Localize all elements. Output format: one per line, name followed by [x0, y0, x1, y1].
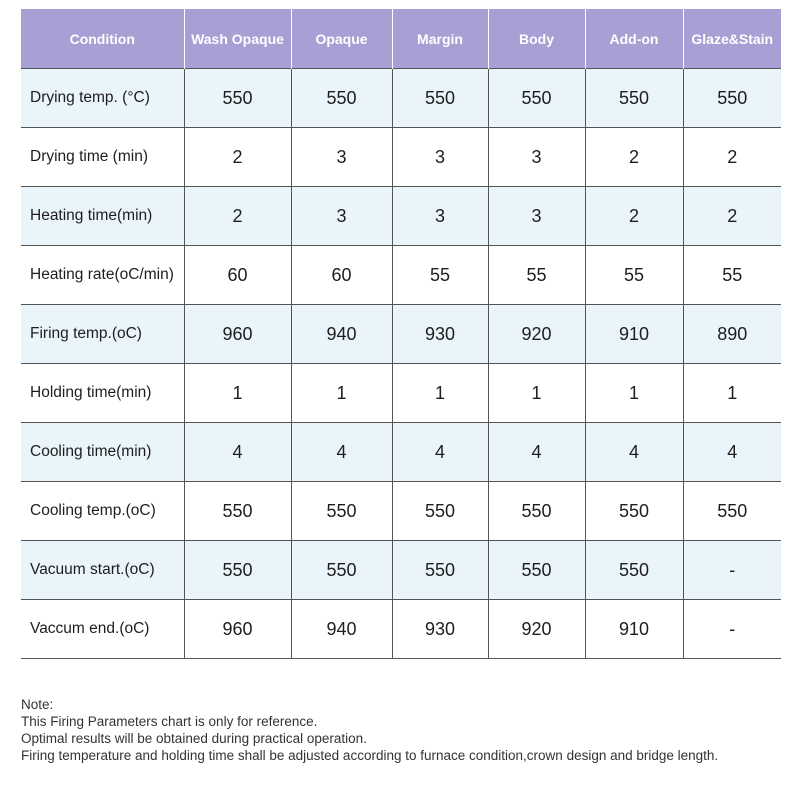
note-title: Note:	[21, 697, 54, 712]
condition-label: Heating rate(oC/min)	[21, 246, 184, 305]
table-cell: 550	[585, 541, 683, 600]
table-cell: 3	[488, 187, 585, 246]
table-cell: 60	[291, 246, 392, 305]
table-cell: 940	[291, 305, 392, 364]
table-cell: 550	[291, 69, 392, 128]
table-cell: 920	[488, 305, 585, 364]
table-cell: 550	[488, 482, 585, 541]
table-cell: 1	[291, 364, 392, 423]
table-cell: 940	[291, 600, 392, 659]
table-cell: 4	[392, 423, 488, 482]
table-row	[21, 69, 781, 128]
note-line: Optimal results will be obtained during practical operation.	[21, 731, 367, 746]
table-header	[21, 9, 781, 69]
condition-label: Vacuum start.(oC)	[21, 541, 184, 600]
note-line: Firing temperature and holding time shall be adjusted according to furnace condition,crown design and bridge length.	[21, 748, 719, 763]
condition-label: Cooling time(min)	[21, 423, 184, 482]
table-cell: 550	[184, 541, 291, 600]
firing-parameters-table	[21, 9, 781, 659]
condition-label: Vaccum end.(oC)	[21, 600, 184, 659]
table-cell: 4	[585, 423, 683, 482]
column-header: Body	[488, 9, 585, 69]
table-cell: -	[683, 600, 781, 659]
table-cell: 550	[291, 482, 392, 541]
column-header: Opaque	[291, 9, 392, 69]
table-cell: 960	[184, 305, 291, 364]
table-row	[21, 246, 781, 305]
column-header: Margin	[392, 9, 488, 69]
table-cell: 910	[585, 600, 683, 659]
column-header: Add-on	[585, 9, 683, 69]
table-cell: 1	[392, 364, 488, 423]
table-cell: 2	[184, 128, 291, 187]
table-cell: 550	[585, 69, 683, 128]
table-row	[21, 600, 781, 659]
table-cell: 55	[683, 246, 781, 305]
table-cell: 550	[683, 482, 781, 541]
table-cell: 550	[683, 69, 781, 128]
table-cell: 4	[291, 423, 392, 482]
table-cell: 2	[683, 128, 781, 187]
table-row	[21, 187, 781, 246]
table-cell: 960	[184, 600, 291, 659]
table-cell: 1	[585, 364, 683, 423]
condition-label: Cooling temp.(oC)	[21, 482, 184, 541]
table-row	[21, 305, 781, 364]
table-cell: 55	[585, 246, 683, 305]
table-cell: 55	[488, 246, 585, 305]
table-row	[21, 128, 781, 187]
table-cell: 890	[683, 305, 781, 364]
table-cell: 4	[184, 423, 291, 482]
table-cell: 550	[488, 69, 585, 128]
table-cell: 930	[392, 305, 488, 364]
table-cell: 3	[392, 187, 488, 246]
table-cell: 550	[392, 482, 488, 541]
table-cell: 910	[585, 305, 683, 364]
table-row	[21, 423, 781, 482]
table-cell: 550	[585, 482, 683, 541]
table-cell: 2	[683, 187, 781, 246]
table-cell: 4	[683, 423, 781, 482]
condition-label: Drying temp. (°C)	[21, 69, 184, 128]
table-row	[21, 482, 781, 541]
table-cell: 60	[184, 246, 291, 305]
table-cell: 55	[392, 246, 488, 305]
table-row	[21, 541, 781, 600]
note-line: This Firing Parameters chart is only for reference.	[21, 714, 318, 729]
table-cell: 1	[184, 364, 291, 423]
condition-label: Heating time(min)	[21, 187, 184, 246]
table-cell: -	[683, 541, 781, 600]
table-cell: 3	[291, 187, 392, 246]
table-body	[21, 69, 781, 659]
table-cell: 920	[488, 600, 585, 659]
table-cell: 3	[488, 128, 585, 187]
table-row	[21, 364, 781, 423]
table-cell: 4	[488, 423, 585, 482]
column-header: Glaze&Stain	[683, 9, 781, 69]
table-cell: 2	[585, 128, 683, 187]
table-cell: 550	[392, 69, 488, 128]
table-cell: 2	[184, 187, 291, 246]
table-cell: 930	[392, 600, 488, 659]
table-cell: 2	[585, 187, 683, 246]
condition-label: Firing temp.(oC)	[21, 305, 184, 364]
column-header-condition: Condition	[21, 9, 184, 69]
table-cell: 3	[291, 128, 392, 187]
table-cell: 550	[488, 541, 585, 600]
table-cell: 550	[291, 541, 392, 600]
table-cell: 550	[184, 69, 291, 128]
condition-label: Holding time(min)	[21, 364, 184, 423]
header-row	[21, 9, 781, 69]
table-cell: 550	[184, 482, 291, 541]
note-section	[21, 696, 761, 764]
condition-label: Drying time (min)	[21, 128, 184, 187]
table-cell: 3	[392, 128, 488, 187]
column-header: Wash Opaque	[184, 9, 291, 69]
table-cell: 1	[683, 364, 781, 423]
table-cell: 1	[488, 364, 585, 423]
table-cell: 550	[392, 541, 488, 600]
